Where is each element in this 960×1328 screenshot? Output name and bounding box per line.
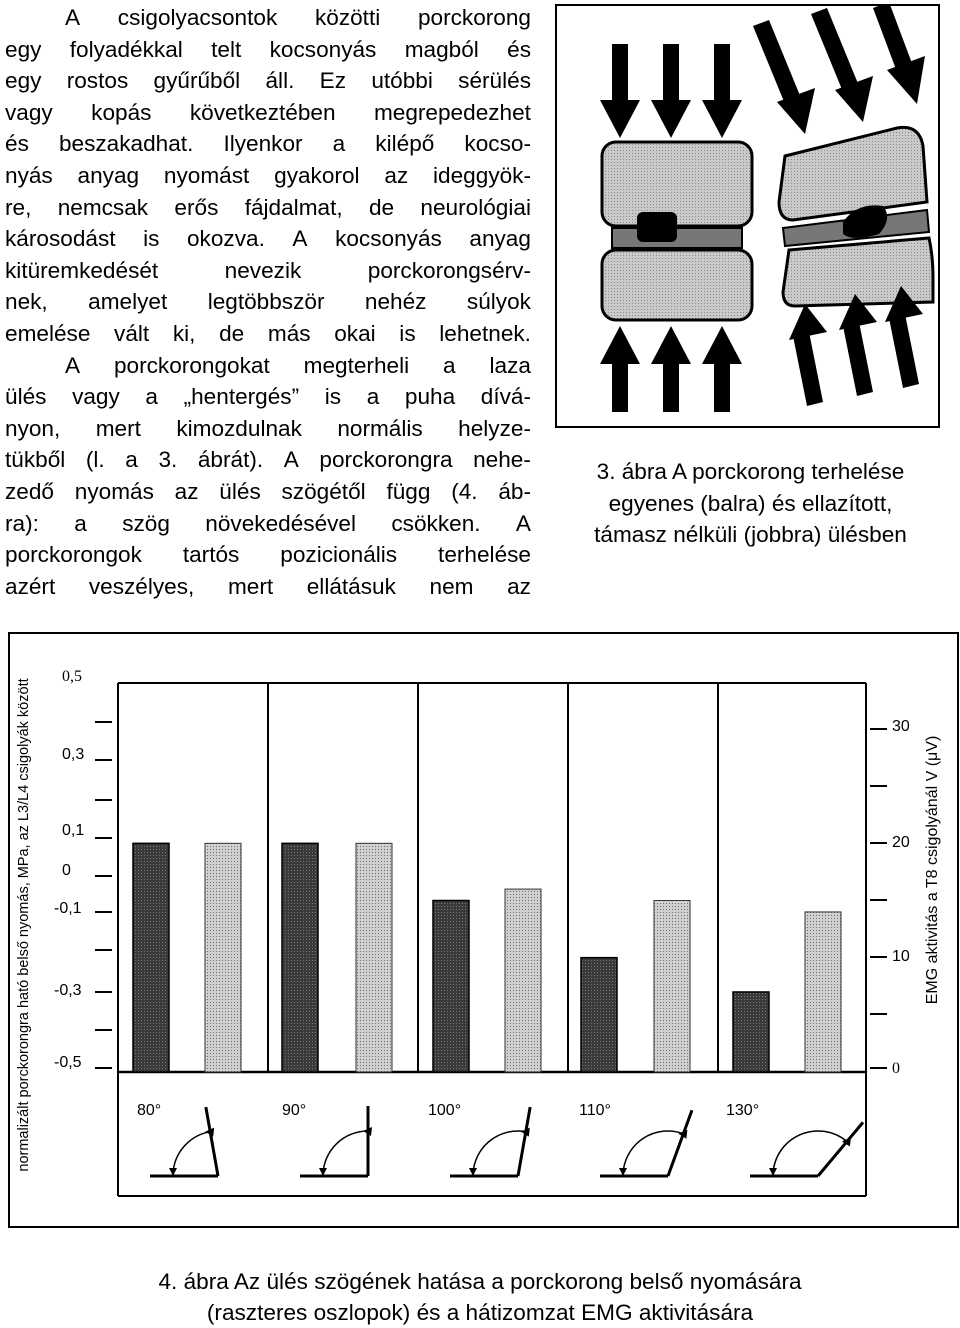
text-line: vagy kopás következtében megrepedezhet <box>5 99 531 125</box>
text-line: nyás anyag nyomást gyakorol az ideggyök- <box>5 162 531 188</box>
right-tick-label: 0 <box>892 1060 900 1077</box>
text-line: A porckorongokat megterheli a laza <box>65 352 531 378</box>
category-label: 90° <box>282 1102 307 1119</box>
text-line: kitüremkedését nevezik porckorongsérv- <box>5 257 531 283</box>
text-line: porckorongok tartós pozicionális terhelése <box>5 542 531 568</box>
right-tick-label: 10 <box>892 948 910 965</box>
text-line: re, nemcsak erős fájdalmat, de neurológiai <box>5 194 531 220</box>
body-text-column <box>5 2 531 602</box>
text-line: és beszakadhat. Ilyenkor a kilépő kocso- <box>5 131 531 157</box>
caption-line: támasz nélküli (jobbra) ülésben <box>594 522 907 547</box>
figure3-caption <box>548 456 953 551</box>
caption-line: 3. ábra A porckorong terhelése <box>596 459 905 484</box>
category-label: 80° <box>137 1102 162 1119</box>
figure4-frame <box>8 632 959 1228</box>
left-tick-label: 0,1 <box>62 822 85 839</box>
caption-line: 4. ábra Az ülés szögének hatása a porckorong belső nyomására <box>158 1269 802 1294</box>
figure4-caption <box>0 1266 960 1328</box>
text-line: egy rostos gyűrűből áll. Ez utóbbi sérülés <box>5 68 531 94</box>
text-line: emelése vált ki, de más okai is lehetnek. <box>5 320 531 346</box>
text-line: zedő nyomás az ülés szögétől függ (4. áb- <box>5 478 531 504</box>
left-tick-label: 0,5 <box>62 668 82 685</box>
caption-line: (raszteres oszlopok) és a hátizomzat EMG aktivitására <box>206 1300 754 1325</box>
left-tick-label: -0,3 <box>54 982 82 999</box>
figure3-frame <box>555 4 940 428</box>
text-line: ra): a szög növekedésével csökken. A <box>5 510 531 536</box>
left-axis-label: normalizált porckorongra ható belső nyomás, MPa, az L3/L4 csigolyák között <box>16 678 32 1172</box>
right-axis-label: EMG aktivitás a T8 csigolyánál V (μV) <box>924 735 941 1005</box>
text-line: károsodást is okozva. A kocsonyás anyag <box>5 226 531 252</box>
text-line: nyon, mert kimozdulnak normális helyze- <box>5 415 531 441</box>
category-label: 110° <box>579 1102 611 1119</box>
right-tick-label: 20 <box>892 834 910 851</box>
text-line: ülés vagy a „hentergés” is a puha dívá- <box>5 384 531 410</box>
text-line: egy folyadékkal telt kocsonyás magból és <box>5 36 531 62</box>
text-line: tükből (l. a 3. ábrát). A porckorongra nehe- <box>5 447 531 473</box>
left-tick-label: -0,1 <box>54 900 82 917</box>
caption-line: egyenes (balra) és ellazított, <box>608 490 893 516</box>
right-tick-label: 30 <box>892 718 910 735</box>
left-tick-label: 0,3 <box>62 746 85 763</box>
text-line: azért veszélyes, mert ellátásuk nem az <box>5 573 531 599</box>
category-label: 130° <box>726 1102 760 1119</box>
relaxed-posture-icon <box>753 6 933 406</box>
category-label: 100° <box>428 1102 462 1119</box>
straight-posture-icon <box>600 44 752 412</box>
left-tick-label: -0,5 <box>54 1054 82 1071</box>
text-line: A csigolyacsontok közötti porckorong <box>65 5 531 30</box>
left-tick-label: 0 <box>62 862 71 879</box>
text-line: nek, amelyet legtöbbször nehéz súlyok <box>5 289 531 315</box>
figure3-illustration <box>557 6 938 426</box>
